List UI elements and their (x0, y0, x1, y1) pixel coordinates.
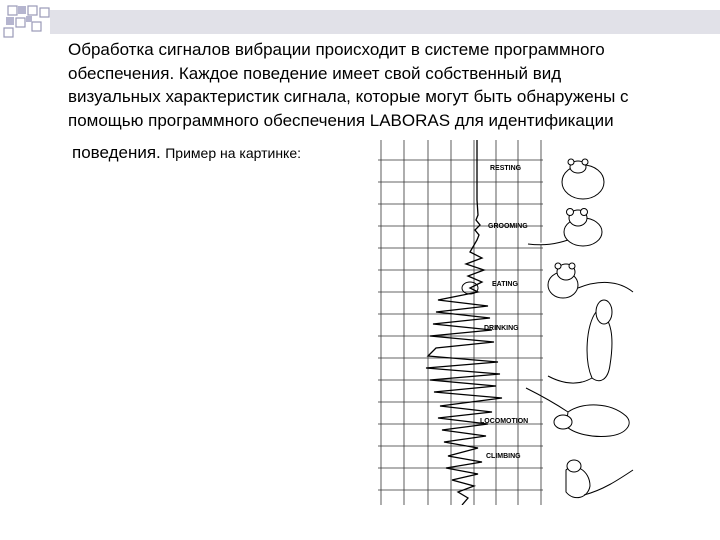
label-drinking: DRINKING (484, 325, 519, 332)
label-grooming: GROOMING (488, 223, 528, 230)
decorative-squares (0, 0, 720, 40)
paragraph-line-4: помощью программного обеспечения LABORAS для идентификации (68, 110, 614, 130)
label-locomotion: LOCOMOTION (480, 418, 529, 425)
climbing-rat-illustration (566, 460, 633, 498)
paragraph-last-word: поведения. (72, 143, 161, 162)
locomotion-rat-illustration (526, 388, 629, 437)
resting-rat-illustration (562, 159, 604, 199)
label-climbing: CLIMBING (486, 453, 521, 460)
paragraph-line-1: Обработка сигналов вибрации происходит в системе программного (68, 40, 605, 59)
eating-rat-illustration (548, 263, 633, 298)
paragraph-line-2: обеспечения. Каждое поведение имеет свой собственный вид (68, 63, 562, 83)
signal-grid (378, 140, 543, 505)
drinking-rat-illustration (548, 300, 612, 383)
paragraph-line-3: визуальных характеристик сигнала, которые могут быть обнаружены с (68, 87, 629, 106)
example-caption: Пример на картинке: (165, 145, 302, 161)
label-eating: EATING (492, 281, 518, 288)
label-resting: RESTING (490, 165, 522, 172)
description-paragraph (68, 38, 668, 132)
signal-trace (426, 140, 502, 505)
vibration-signal-figure (378, 140, 640, 505)
grooming-rat-illustration (528, 209, 602, 247)
paragraph-last-line (72, 143, 301, 163)
